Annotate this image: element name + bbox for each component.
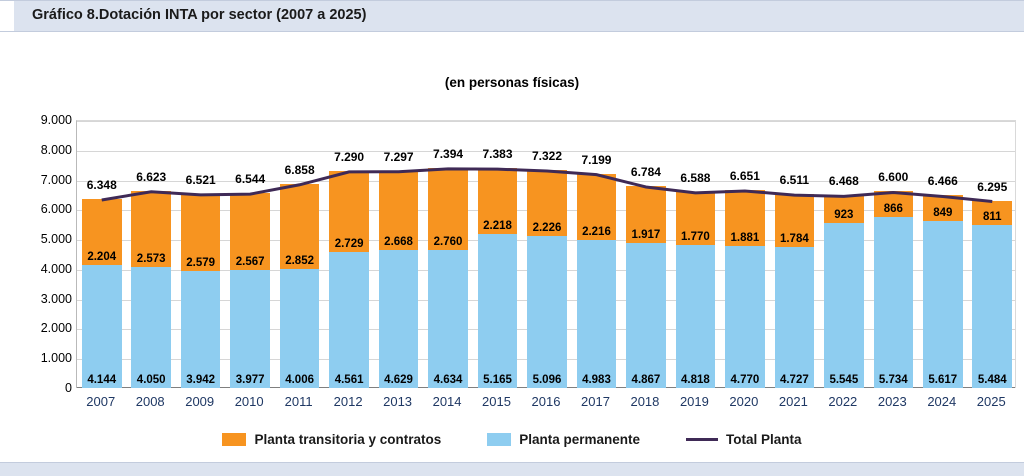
orange-square-icon	[222, 433, 246, 446]
x-axis-label: 2016	[531, 394, 561, 409]
y-axis-label: 8.000	[40, 142, 72, 157]
total-value-label: 6.295	[977, 179, 1008, 194]
bar-value-label: 5.165	[483, 374, 512, 386]
bar-value-label: 2.729	[334, 238, 364, 251]
x-axis-label: 2022	[828, 394, 858, 409]
legend-item[interactable]	[222, 432, 441, 447]
bar-value-label: 2.760	[433, 236, 463, 249]
bar-value-label: 2.216	[582, 225, 611, 238]
bar-value-label: 2.573	[136, 253, 166, 266]
y-axis-tick-labels	[18, 113, 72, 395]
total-value-label: 6.600	[878, 170, 909, 185]
total-value-label: 7.290	[334, 149, 365, 164]
y-axis-label: 4.000	[40, 261, 72, 276]
x-axis-label: 2008	[135, 394, 165, 409]
total-value-label: 6.588	[680, 170, 711, 185]
bar-value-label: 2.579	[186, 256, 216, 269]
bar-value-label: 2.668	[384, 236, 413, 249]
x-axis-label: 2014	[432, 394, 462, 409]
bar-value-label: 811	[982, 210, 1002, 223]
x-axis-label: 2013	[383, 394, 413, 409]
bar-value-label: 3.942	[186, 374, 216, 386]
x-axis-label: 2024	[927, 394, 957, 409]
bar-value-label: 3.977	[235, 374, 265, 386]
total-value-label: 7.394	[433, 146, 464, 161]
x-axis-label: 2007	[86, 394, 116, 409]
x-axis-label: 2010	[234, 394, 264, 409]
bar-value-label: 4.050	[136, 374, 166, 386]
y-axis-label: 5.000	[40, 232, 72, 247]
x-axis-label: 2021	[778, 394, 808, 409]
total-value-label: 6.623	[136, 169, 167, 184]
total-value-label: 6.544	[235, 172, 266, 187]
bar-value-label: 1.917	[631, 229, 661, 242]
bar-value-label: 4.727	[779, 374, 809, 386]
legend-item[interactable]	[487, 432, 640, 447]
x-axis-label: 2017	[581, 394, 610, 409]
total-value-label: 6.468	[828, 174, 859, 189]
bar-value-label: 866	[883, 203, 903, 216]
chart-container	[18, 112, 1006, 412]
bar-value-label: 1.770	[681, 230, 710, 243]
x-axis-label: 2015	[482, 394, 511, 409]
total-value-label: 6.521	[185, 172, 216, 187]
total-value-label: 6.511	[779, 173, 810, 188]
total-value-label: 6.784	[630, 164, 661, 179]
total-value-label: 6.348	[86, 177, 117, 192]
bar-value-label: 923	[834, 208, 854, 221]
bar-value-label: 4.867	[631, 374, 661, 386]
x-axis-label: 2012	[333, 394, 363, 409]
legend-label: Planta transitoria y contratos	[254, 432, 442, 447]
legend-label: Planta permanente	[519, 432, 641, 447]
bar-value-label: 5.484	[977, 374, 1007, 386]
page-title: Gráfico 8.Dotación INTA por sector (2007 a 2025)	[32, 7, 367, 23]
total-value-label: 6.466	[927, 174, 958, 189]
x-axis-label: 2025	[976, 394, 1006, 409]
total-value-label: 7.383	[482, 147, 513, 162]
blue-square-icon	[487, 433, 511, 446]
total-value-label: 7.199	[581, 152, 612, 167]
chart-legend	[0, 432, 1024, 447]
bar-value-label: 4.634	[433, 374, 463, 386]
purple-line-icon	[686, 438, 718, 441]
y-axis-label: 6.000	[40, 202, 72, 217]
total-value-label: 7.322	[531, 148, 563, 163]
bar-value-label: 4.561	[334, 374, 364, 386]
total-value-label: 6.858	[284, 162, 315, 177]
bar-value-label: 5.617	[928, 374, 958, 386]
bar-value-label: 4.818	[681, 374, 710, 386]
x-axis-label: 2020	[729, 394, 759, 409]
bar-value-label: 1.881	[730, 231, 760, 244]
bar-value-label: 4.770	[730, 374, 760, 386]
y-axis-label: 9.000	[40, 113, 72, 127]
total-value-label: 6.651	[729, 168, 760, 183]
bar-value-label: 1.784	[779, 233, 809, 246]
bar-value-label: 2.567	[235, 255, 265, 268]
x-axis-label: 2023	[877, 394, 907, 409]
y-axis-label: 0	[65, 381, 72, 395]
plot-area	[76, 120, 1016, 388]
y-axis-label: 2.000	[40, 321, 72, 336]
bar-value-label: 5.545	[829, 374, 859, 386]
bar-value-label: 2.204	[87, 250, 117, 263]
chart-subtitle: (en personas físicas)	[444, 75, 580, 90]
x-axis-category-labels	[76, 394, 1016, 416]
chart-title-band	[0, 0, 1024, 32]
bar-value-label: 2.852	[285, 254, 314, 267]
y-axis-label: 3.000	[40, 291, 72, 306]
x-axis-label: 2009	[185, 394, 215, 409]
y-axis-label: 1.000	[40, 351, 72, 366]
bar-value-label: 849	[933, 206, 953, 219]
bar-value-label: 4.629	[384, 374, 413, 386]
bar-value-label: 4.983	[582, 374, 611, 386]
x-axis-label: 2011	[284, 394, 313, 409]
title-band-accent	[0, 1, 14, 31]
legend-label: Total Planta	[726, 432, 802, 447]
bar-value-label: 5.734	[878, 374, 908, 386]
legend-item[interactable]	[686, 432, 802, 447]
total-value-label: 7.297	[383, 149, 414, 164]
bar-value-label: 5.096	[532, 374, 562, 386]
x-axis-label: 2019	[679, 394, 709, 409]
y-axis-label: 7.000	[40, 172, 72, 187]
bar-value-label: 2.218	[483, 220, 512, 233]
bar-value-label: 4.006	[285, 374, 314, 386]
x-axis-label: 2018	[630, 394, 660, 409]
bar-value-label: 2.226	[532, 222, 562, 235]
bar-value-label: 4.144	[87, 374, 117, 386]
footer-band	[0, 462, 1024, 476]
